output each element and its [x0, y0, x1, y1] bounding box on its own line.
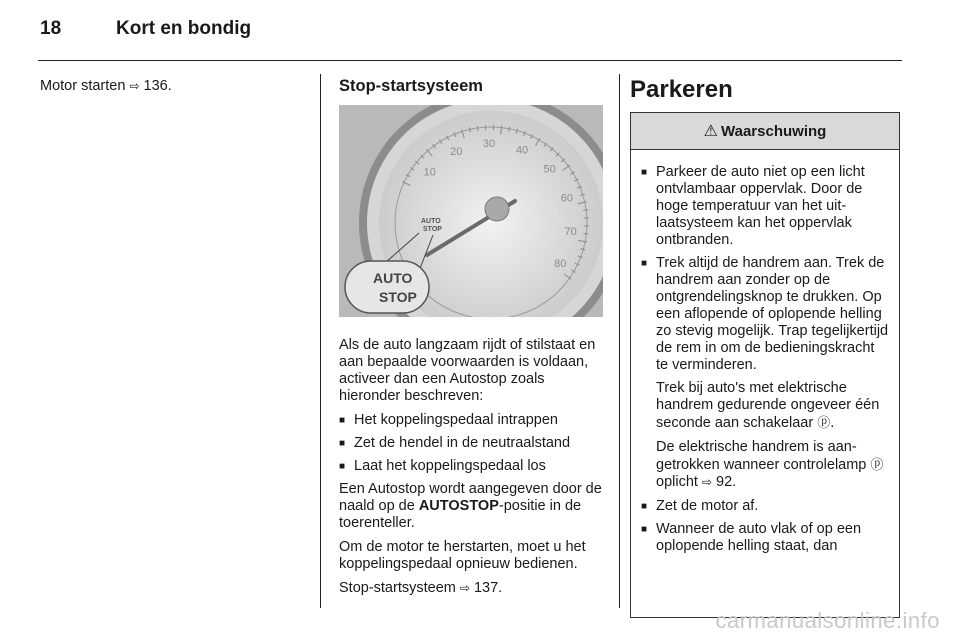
zoom-label-line2: STOP — [379, 289, 417, 305]
dial-number: 50 — [543, 163, 556, 176]
dial-number: 40 — [515, 144, 529, 157]
dial-number: 30 — [482, 138, 496, 151]
autostop-mark-line1: AUTO — [421, 218, 441, 225]
dial-number: 10 — [423, 166, 436, 179]
dial-number: 20 — [450, 145, 463, 158]
stop-start-heading: Stop-startsysteem — [339, 77, 483, 95]
needle-hub — [485, 197, 509, 221]
page-ref-arrow-icon: ⇨ — [459, 581, 470, 595]
list-item: ■ Trek altijd de handrem aan. Trek de handrem aan zonder op de ontgrendelingsknop te drukken. Op een aflopende of oplopende helling zo stevig mogelijk. Trap tegelijkertijd de rem in om de bedieningskracht te verminderen. — [641, 255, 889, 373]
handbrake-lamp-text: De elektrische handrem is aangetrokken wanneer controlelamp ⓟ oplicht ⇨ 92. — [656, 439, 884, 490]
site-watermark: carmanualsonline.info — [715, 608, 940, 633]
autostop-indicator-text: Een Autostop wordt aangegeven door de naald op de AUTOSTOP-positie in de toerenteller. — [339, 481, 602, 531]
warning-header — [631, 113, 899, 150]
zoom-label-line1: AUTO — [373, 270, 413, 286]
autostop-bold: AUTOSTOP — [418, 498, 499, 514]
autostop-mark-line2: STOP — [423, 226, 442, 233]
bullet-icon: ■ — [641, 167, 648, 178]
bullet-icon: ■ — [339, 438, 346, 449]
parking-brake-lamp-icon: ⓟ — [870, 457, 884, 472]
bullet-icon: ■ — [641, 258, 648, 269]
autostop-zoom-callout — [345, 261, 429, 313]
dial-number: 60 — [560, 192, 573, 205]
warning-icon: ⚠ — [703, 122, 719, 140]
list-item: ■ Zet de motor af. — [641, 498, 759, 514]
tachometer-figure — [339, 105, 603, 317]
parking-heading: Parkeren — [630, 76, 733, 103]
chapter-title: Kort en bondig — [116, 18, 252, 39]
list-item: ■ Zet de hendel in de neutraalstand — [339, 435, 571, 451]
handbrake-page-link[interactable]: 92. — [716, 474, 737, 490]
restart-text: Om de motor te herstarten, moet u het koppelingspedaal opnieuw bedienen. — [339, 539, 586, 572]
page-ref-arrow-icon: ⇨ — [701, 475, 713, 489]
dial-tick — [477, 126, 478, 131]
list-item: ■ Wanneer de auto vlak of op een oplopende helling staat, dan — [641, 521, 862, 554]
column-left — [40, 78, 302, 94]
stop-start-intro: Als de auto langzaam rijdt of stilstaat en aan bepaalde voorwaarden is voldaan, activeer dan een Autostop zoals hieronder beschreven: — [339, 337, 596, 404]
bullet-icon: ■ — [339, 461, 346, 472]
column-right — [630, 76, 902, 618]
column-middle — [339, 78, 605, 604]
list-item: ■ Het koppelingspedaal intrappen — [339, 412, 558, 428]
column-divider-1 — [320, 74, 321, 608]
stop-start-ref: Stop-startsysteem ⇨ 137. — [339, 580, 503, 596]
dial-number: 70 — [564, 225, 577, 238]
bullet-icon: ■ — [641, 501, 648, 512]
list-item: ■ Parkeer de auto niet op een licht ontvlambaar oppervlak. Door de hoge temperatuur van het uitlaatsysteem kan het oppervlak ontbranden. — [641, 164, 865, 248]
motor-start-text: Motor starten — [40, 78, 126, 94]
header-rule — [38, 60, 902, 61]
dial-number: 80 — [554, 258, 567, 270]
warning-body — [631, 150, 899, 555]
warning-box — [630, 112, 900, 618]
page-header — [40, 18, 251, 48]
stop-start-page-link[interactable]: 137. — [473, 580, 503, 596]
dial-tick — [583, 210, 588, 211]
dial-tick — [583, 234, 588, 235]
electric-handbrake-text: Trek bij auto's met elektrische handrem gedurende ongeveer één seconde aan schakelaar ⓟ. — [656, 380, 880, 431]
motor-start-page-link[interactable]: 136. — [143, 78, 172, 94]
column-divider-2 — [619, 74, 620, 608]
page-number: 18 — [40, 18, 62, 39]
bullet-icon: ■ — [641, 524, 648, 535]
bullet-icon: ■ — [339, 415, 346, 426]
warning-title: Waarschuwing — [721, 122, 827, 140]
list-item: ■ Laat het koppelingspedaal los — [339, 458, 546, 474]
parking-brake-switch-icon: ⓟ — [817, 415, 831, 430]
page-ref-arrow-icon: ⇨ — [129, 79, 140, 93]
